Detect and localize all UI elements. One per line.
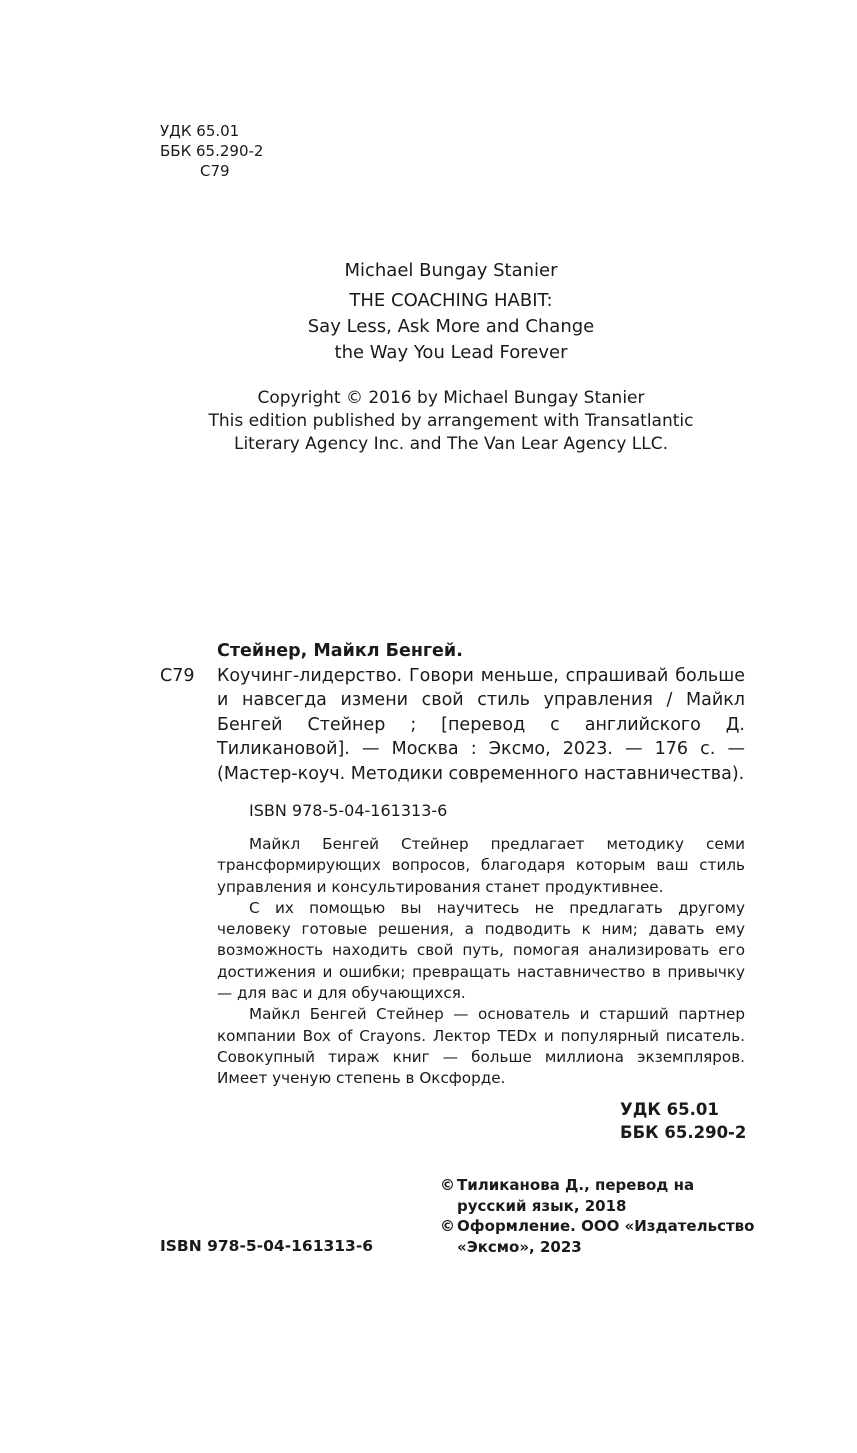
copyright-line: This edition published by arrangement with Transatlantic bbox=[208, 411, 694, 431]
bbk-code: ББК 65.290-2 bbox=[160, 142, 264, 160]
copyright-notice bbox=[150, 387, 752, 456]
copyright-line: Copyright © 2016 by Michael Bungay Stanier bbox=[257, 388, 645, 408]
annotation-paragraph: С их помощью вы научитесь не предлагать другому человеку готовые решения, а подводить к ним; давать ему возможность находить свой путь, помогая анализировать его достижения и ошибки; превращать наставничество в привычку — для вас и для обучающихся. bbox=[217, 898, 745, 1003]
copyright-line: Literary Agency Inc. and The Van Lear Agency LLC. bbox=[233, 434, 669, 454]
credit-text: Тиликанова Д., перевод на русский язык, 2018 bbox=[457, 1176, 695, 1215]
bibliographic-author-heading: Стейнер, Майкл Бенгей. bbox=[217, 641, 463, 661]
annotation-paragraph: Майкл Бенгей Стейнер — основатель и старший партнер компании Box of Crayons. Лектор TEDx и популярный писатель. Совокупный тираж книг — больше миллиона экземпляров. Имеет ученую степень в Оксфорде. bbox=[217, 1005, 745, 1088]
udk-code: УДК 65.01 bbox=[160, 122, 240, 140]
udk-code: УДК 65.01 bbox=[620, 1100, 719, 1119]
copyright-symbol: © bbox=[440, 1217, 455, 1235]
original-title-line: Say Less, Ask More and Change bbox=[307, 316, 595, 337]
original-author: Michael Bungay Stanier bbox=[344, 260, 558, 281]
bibliographic-isbn: ISBN 978-5-04-161313-6 bbox=[249, 801, 448, 820]
copyright-symbol: © bbox=[440, 1176, 455, 1194]
classification-top bbox=[160, 121, 263, 181]
credit-text: Оформление. ООО «Издательство «Эксмо», 2023 bbox=[457, 1217, 755, 1256]
credit-item bbox=[440, 1175, 760, 1216]
bbk-code: ББК 65.290-2 bbox=[620, 1123, 747, 1142]
classification-bottom bbox=[620, 1098, 746, 1144]
annotation bbox=[217, 834, 745, 1090]
original-edition bbox=[190, 258, 712, 366]
credits bbox=[440, 1175, 760, 1257]
author-mark: С79 bbox=[200, 162, 230, 180]
isbn-bottom: ISBN 978-5-04-161313-6 bbox=[160, 1237, 374, 1255]
bibliographic-description: Коучинг-лидерство. Говори меньше, спрашивай больше и навсегда измени свой стиль управления / Майкл Бенгей Стейнер ; [перевод с английского Д. Тиликановой]. — Москва : Эксмо, 2023. — 176 с. — (Мастер-коуч. Методики современного наставничества). bbox=[217, 666, 745, 784]
original-title-line: the Way You Lead Forever bbox=[334, 342, 568, 363]
annotation-paragraph: Майкл Бенгей Стейнер предлагает методику семи трансформирующих вопросов, благодаря которым ваш стиль управления и консультирования станет продуктивнее. bbox=[217, 835, 745, 896]
bibliographic-author-mark: С79 bbox=[160, 666, 195, 686]
original-title-line: THE COACHING HABIT: bbox=[349, 290, 553, 311]
credit-item bbox=[440, 1216, 760, 1257]
